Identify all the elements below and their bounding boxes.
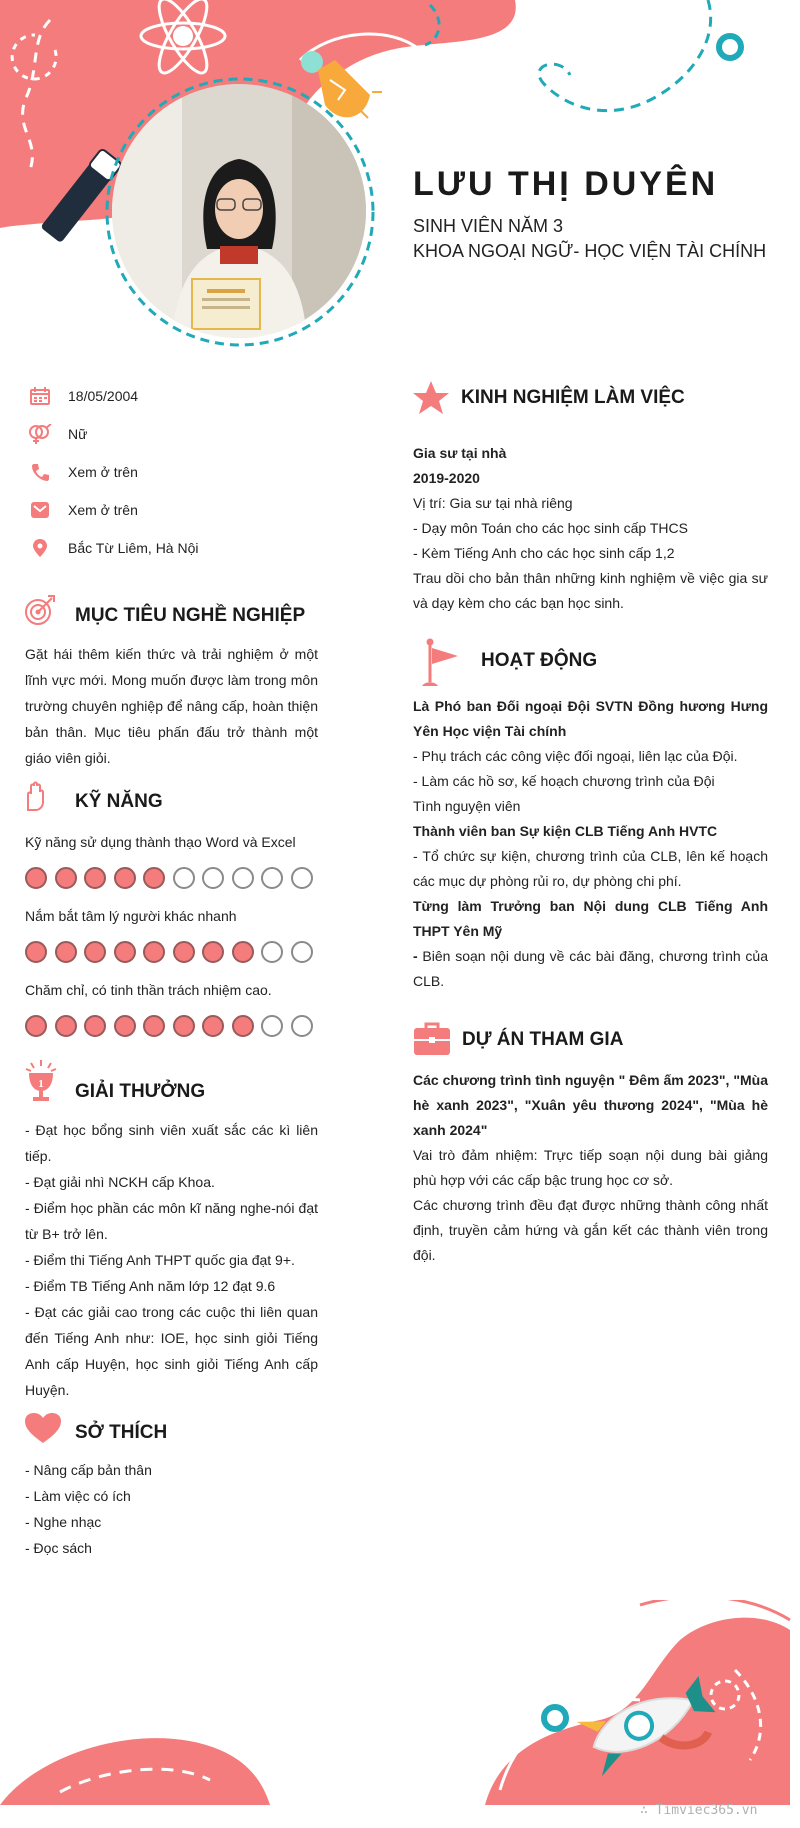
- rating-dot-filled: [232, 1015, 254, 1037]
- rating-dot-filled: [143, 867, 165, 889]
- project-result: Các chương trình đều đạt được những thành công nhất định, truyền cảm hứng và gắn kết các thành viên trong đội.: [413, 1197, 768, 1263]
- rating-dot-filled: [55, 1015, 77, 1037]
- award-item: - Đạt các giải cao trong các cuộc thi liên quan đến Tiếng Anh như: IOE, học sinh giỏi Tiếng Anh cấp Huyện, học sinh giỏi Tiếng Anh cấp Huyện.: [25, 1304, 318, 1398]
- project-role: Vai trò đảm nhiệm: Trực tiếp soạn nội dung bài giảng phù hợp với các cấp bậc trung học cơ sở.: [413, 1147, 768, 1188]
- awards-list: [25, 1117, 318, 1403]
- phone-text: Xem ở trên: [68, 464, 138, 480]
- experience-title: KINH NGHIỆM LÀM VIỆC: [461, 387, 685, 408]
- activities-title: HOẠT ĐỘNG: [481, 650, 598, 671]
- address-text: Bắc Từ Liêm, Hà Nội: [68, 540, 199, 556]
- skill-rating-bar: [25, 941, 320, 963]
- rating-dot-filled: [114, 867, 136, 889]
- awards-title: GIẢI THƯỞNG: [75, 1081, 206, 1102]
- award-item: - Điểm học phần các môn kĩ năng nghe-nói đạt từ B+ trở lên.: [25, 1200, 318, 1242]
- svg-text:1: 1: [38, 1078, 44, 1090]
- watermark: ∴ Timviec365.vn: [640, 1803, 758, 1818]
- location-pin-icon: [28, 538, 52, 558]
- hobby-item: - Đọc sách: [25, 1540, 92, 1556]
- award-item: - Đạt giải nhì NCKH cấp Khoa.: [25, 1174, 215, 1190]
- skill-label: Kỹ năng sử dụng thành thạo Word và Excel: [25, 834, 296, 850]
- award-item: - Điểm TB Tiếng Anh năm lớp 12 đạt 9.6: [25, 1278, 276, 1294]
- job-summary: Trau dồi cho bản thân những kinh nghiệm về việc gia sư và dạy kèm cho các bạn học sinh.: [413, 570, 768, 611]
- activities-body: [413, 694, 768, 994]
- target-icon: [24, 594, 56, 626]
- rating-dot-filled: [202, 1015, 224, 1037]
- job-title: Gia sư tại nhà: [413, 445, 507, 461]
- candidate-name: LƯU THỊ DUYÊN: [413, 165, 719, 203]
- activity-heading: Từng làm Trưởng ban Nội dung CLB Tiếng Anh THPT Yên Mỹ: [413, 898, 768, 939]
- contact-email: [28, 500, 138, 520]
- email-text: Xem ở trên: [68, 502, 138, 518]
- project-heading: Các chương trình tình nguyện " Đêm ấm 2023", "Mùa hè xanh 2023", "Xuân yêu thương 2024", "Mùa hè xanh 2024": [413, 1072, 768, 1138]
- birthday-text: 18/05/2004: [68, 388, 139, 404]
- contact-address: [28, 538, 199, 558]
- rating-dot-filled: [84, 941, 106, 963]
- rating-dot-empty: [291, 941, 313, 963]
- flag-icon: [422, 638, 462, 688]
- rating-dot-filled: [143, 1015, 165, 1037]
- job-duty: - Kèm Tiếng Anh cho các học sinh cấp 1,2: [413, 545, 675, 561]
- rating-dot-empty: [173, 867, 195, 889]
- gender-icon: [28, 424, 52, 444]
- job-duty: - Dạy môn Toán cho các học sinh cấp THCS: [413, 520, 688, 536]
- experience-body: [413, 441, 768, 616]
- rating-dot-filled: [173, 1015, 195, 1037]
- phone-icon: [28, 462, 52, 482]
- contact-gender: [28, 424, 87, 444]
- rating-dot-filled: [84, 867, 106, 889]
- rating-dot-filled: [114, 1015, 136, 1037]
- candidate-subtitle-1: SINH VIÊN NĂM 3: [413, 216, 564, 236]
- heart-icon: [24, 1412, 62, 1444]
- rating-dot-filled: [202, 941, 224, 963]
- activity-line: - Làm các hồ sơ, kế hoạch chương trình của Đội: [413, 773, 715, 789]
- contact-phone: [28, 462, 138, 482]
- hobbies-list: [25, 1457, 318, 1561]
- projects-body: [413, 1068, 768, 1268]
- star-icon: [412, 380, 450, 416]
- rating-dot-filled: [25, 867, 47, 889]
- trophy-icon: [24, 1060, 58, 1102]
- activity-line: - Phụ trách các công việc đối ngoại, liên lạc của Đội.: [413, 748, 738, 764]
- skill-label: Nắm bắt tâm lý người khác nhanh: [25, 908, 237, 924]
- calendar-icon: [28, 386, 52, 406]
- gender-text: Nữ: [68, 426, 88, 442]
- rating-dot-empty: [261, 941, 283, 963]
- rating-dot-empty: [291, 867, 313, 889]
- rating-dot-empty: [261, 867, 283, 889]
- job-period: 2019-2020: [413, 470, 480, 486]
- projects-title: DỰ ÁN THAM GIA: [462, 1029, 624, 1050]
- objective-text: Gặt hái thêm kiến thức và trải nghiệm ở một lĩnh vực mới. Mong muốn được làm trong môn trường chuyên nghiệp để nâng cấp, hoàn thiện bản thân. Mục tiêu phấn đấu trở thành một giáo viên giỏi.: [25, 646, 318, 766]
- rating-dot-filled: [55, 941, 77, 963]
- award-item: - Điểm thi Tiếng Anh THPT quốc gia đạt 9+.: [25, 1252, 295, 1268]
- skills-title: KỸ NĂNG: [75, 791, 163, 812]
- skill-label: Chăm chỉ, có tinh thần trách nhiệm cao.: [25, 982, 272, 998]
- rating-dot-filled: [25, 941, 47, 963]
- skill-rating-bar: [25, 1015, 320, 1037]
- rating-dot-empty: [291, 1015, 313, 1037]
- candidate-subtitle-2: KHOA NGOẠI NGỮ- HỌC VIỆN TÀI CHÍNH: [413, 241, 767, 261]
- rating-dot-filled: [25, 1015, 47, 1037]
- rating-dot-filled: [84, 1015, 106, 1037]
- activity-line: - Biên soạn nội dung về các bài đăng, chương trình của CLB.: [413, 948, 768, 989]
- activity-line: - Tổ chức sự kiện, chương trình của CLB, lên kế hoạch các mục dự phòng rủi ro, dự phòng chi phí.: [413, 848, 768, 889]
- activity-heading: Là Phó ban Đối ngoại Đội SVTN Đồng hương Hưng Yên Học viện Tài chính: [413, 698, 768, 739]
- hand-icon: [24, 780, 48, 812]
- rating-dot-filled: [55, 867, 77, 889]
- rating-dot-filled: [143, 941, 165, 963]
- hobbies-title: SỞ THÍCH: [75, 1422, 168, 1443]
- rating-dot-filled: [232, 941, 254, 963]
- footer-decoration: [0, 1600, 800, 1828]
- rating-dot-empty: [202, 867, 224, 889]
- rating-dot-empty: [261, 1015, 283, 1037]
- email-icon: [28, 500, 52, 520]
- activity-line: Tình nguyện viên: [413, 798, 521, 814]
- rating-dot-empty: [232, 867, 254, 889]
- job-position: Vị trí: Gia sư tại nhà riêng: [413, 495, 573, 511]
- objective-title: MỤC TIÊU NGHỀ NGHIỆP: [75, 605, 306, 626]
- award-item: - Đạt học bổng sinh viên xuất sắc các kì liên tiếp.: [25, 1122, 318, 1164]
- activity-heading: Thành viên ban Sự kiện CLB Tiếng Anh HVTC: [413, 823, 718, 839]
- contact-birthday: [28, 386, 138, 406]
- skill-rating-bar: [25, 867, 320, 889]
- hobby-item: - Nâng cấp bản thân: [25, 1462, 152, 1478]
- rating-dot-filled: [114, 941, 136, 963]
- briefcase-icon: [413, 1022, 451, 1056]
- hobby-item: - Nghe nhạc: [25, 1514, 102, 1530]
- hobby-item: - Làm việc có ích: [25, 1488, 131, 1504]
- profile-photo: [112, 84, 366, 338]
- rating-dot-filled: [173, 941, 195, 963]
